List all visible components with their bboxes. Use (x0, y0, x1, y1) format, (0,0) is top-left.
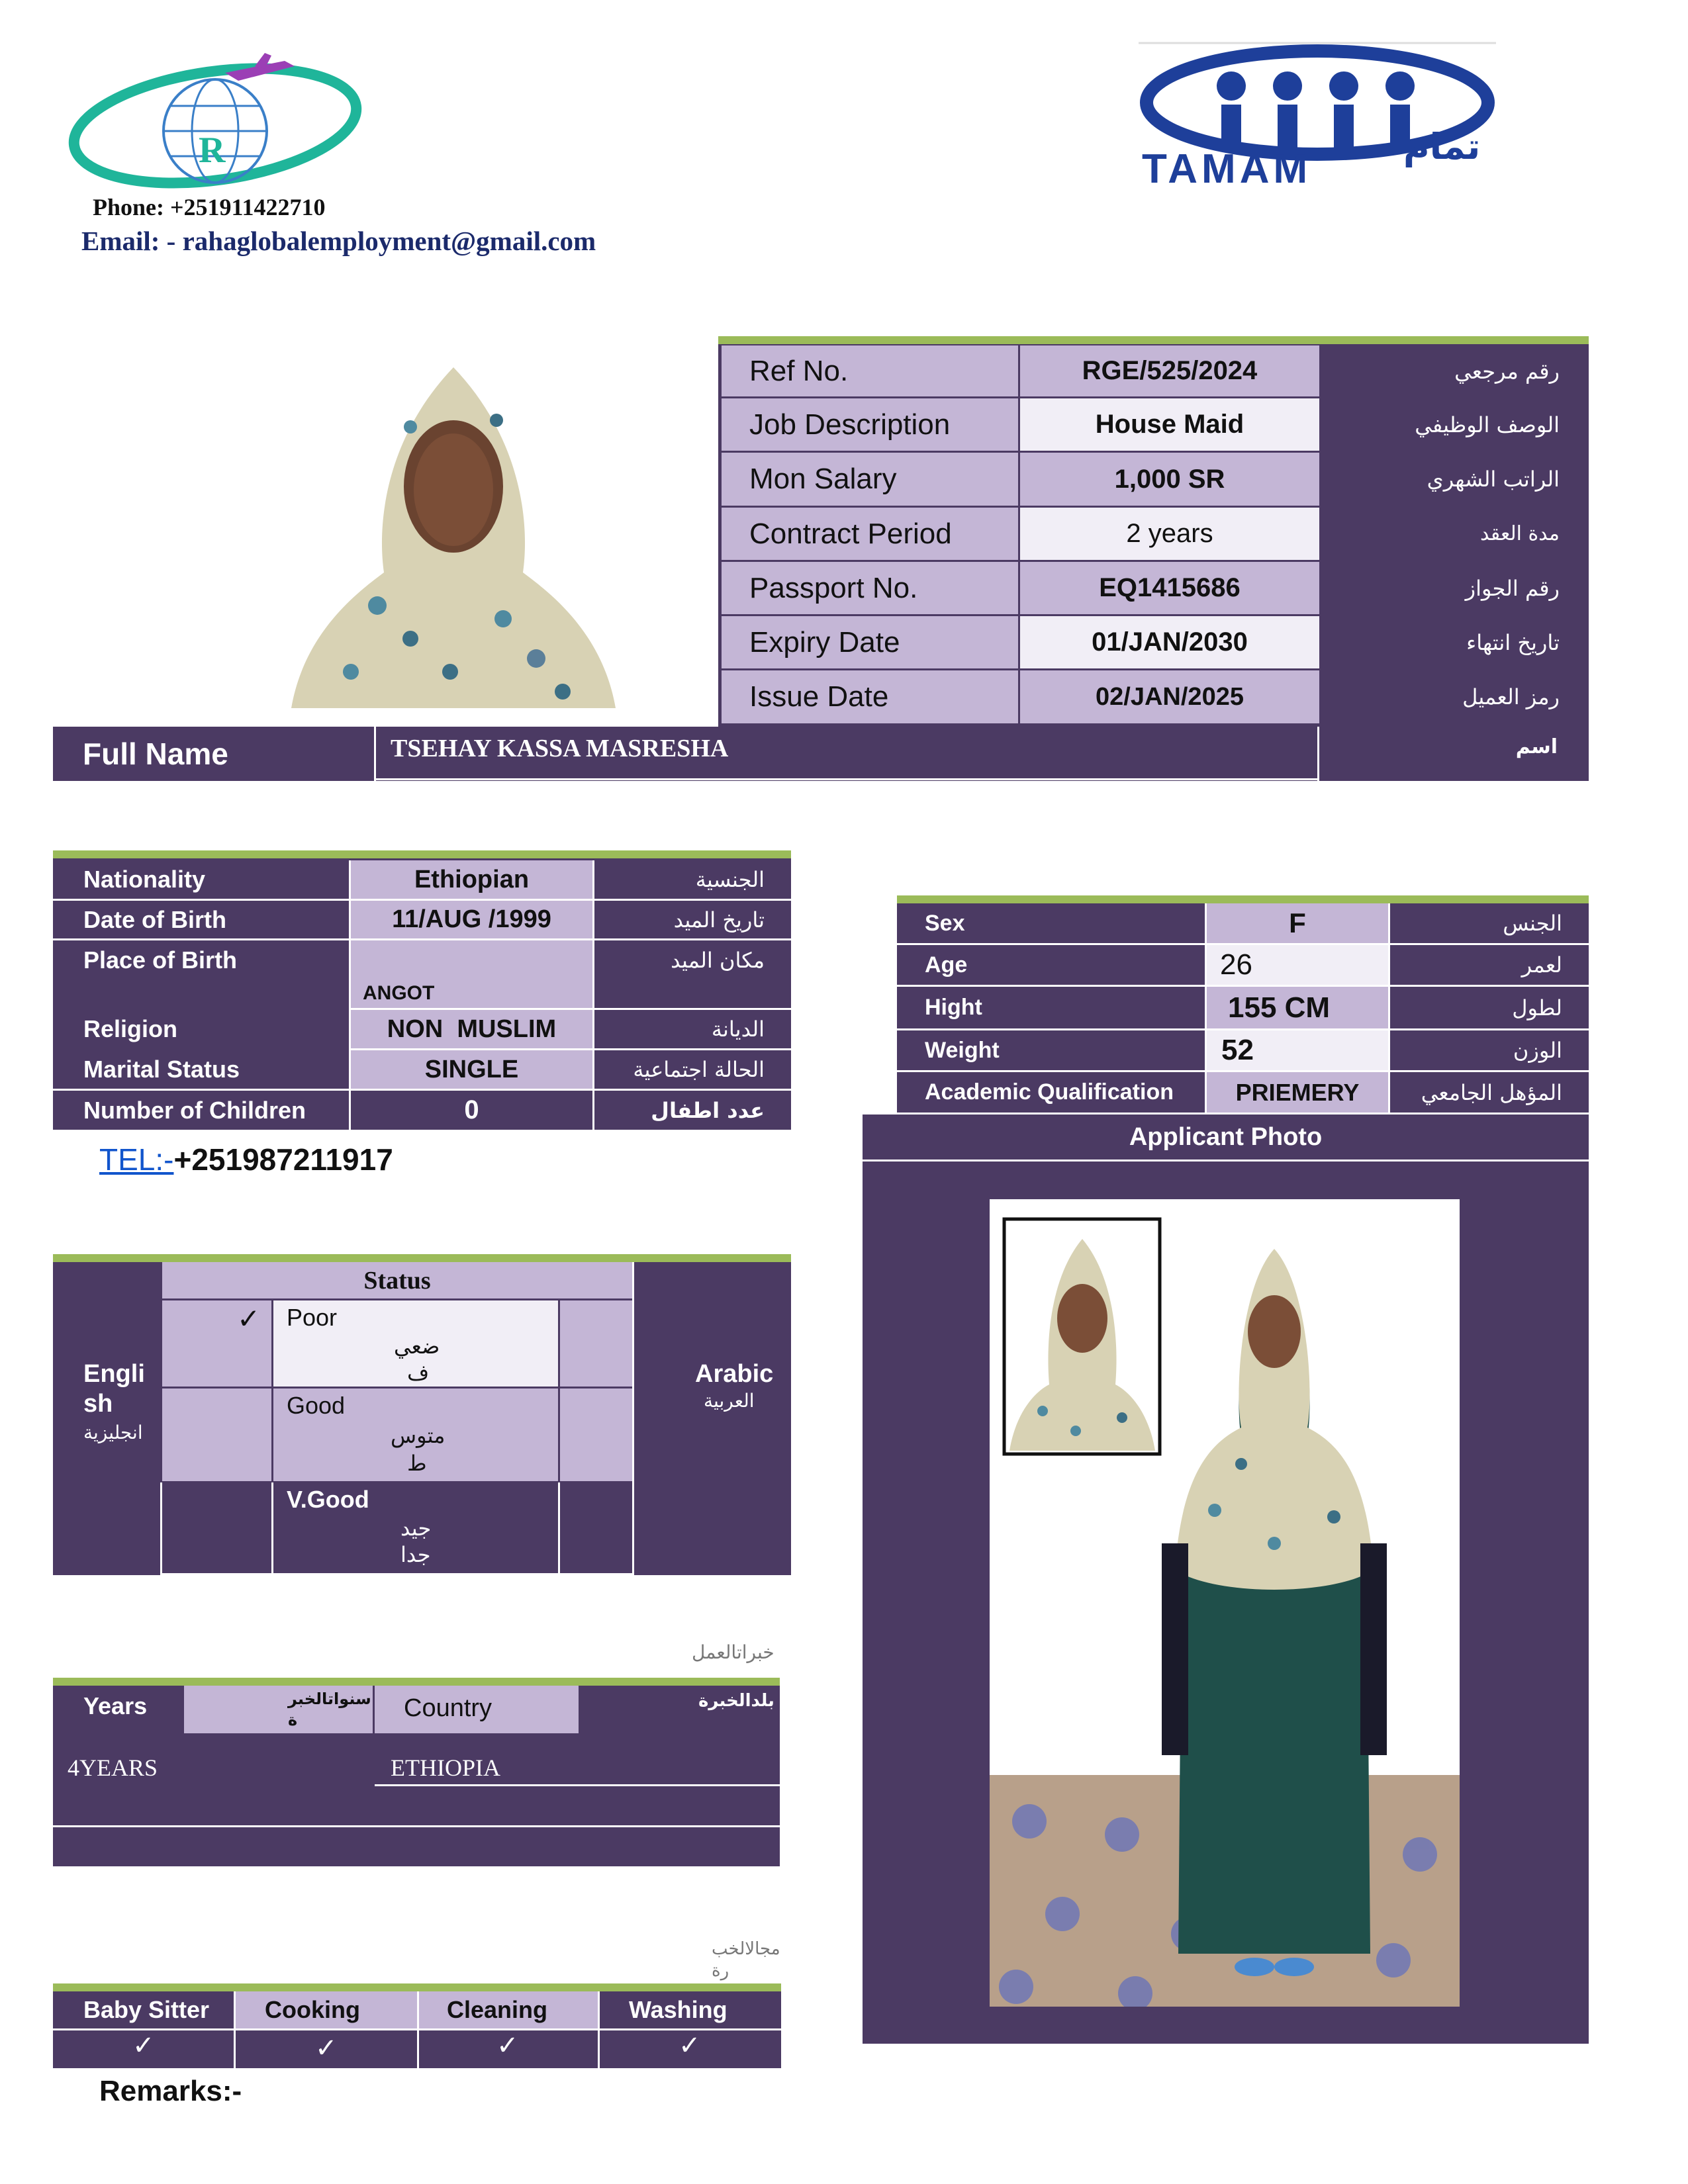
country-label: Country (404, 1694, 492, 1722)
ref-label-cell (722, 398, 1018, 451)
poor-arabic-check-cell (560, 1300, 632, 1387)
vgood-arabic-2: جدا (400, 1542, 431, 1567)
skill-check-mark: ✓ (496, 2030, 519, 2061)
academic-value: PRIEMERY (1207, 1072, 1388, 1113)
ref-no-value: RGE/525/2024 (1082, 356, 1258, 385)
good-check-cell (162, 1388, 271, 1481)
nationality-value: Ethiopian (414, 865, 530, 893)
job-description-label: Job Description (749, 408, 951, 441)
skill-check-mark: ✓ (132, 2030, 155, 2061)
children-label: Number of Children (83, 1096, 306, 1124)
ref-arabic-cell (1321, 398, 1586, 451)
weight-arabic: الوزن (1513, 1038, 1562, 1063)
skills-col-divider (417, 1991, 419, 2068)
poor-arabic-2: ف (407, 1360, 430, 1385)
contract-period-label: Contract Period (749, 517, 952, 550)
ref-label-cell (722, 562, 1018, 614)
years-label: Years (83, 1692, 148, 1719)
issue-arabic: رمز العميل (1462, 684, 1560, 709)
lang-col-divider (271, 1482, 273, 1575)
height-arabic: لطول (1512, 995, 1562, 1021)
age-value: 26 (1207, 945, 1388, 985)
skill-label: Baby Sitter (83, 1996, 210, 2023)
tel-line (99, 1142, 393, 1177)
poor-label: Poor (287, 1304, 338, 1331)
job-description-arabic: الوصف الوظيفي (1415, 412, 1560, 437)
personal-row-divider (53, 1130, 791, 1132)
dob-arabic: تاريخ الميد (673, 907, 765, 933)
applicant-full-photo (990, 1199, 1460, 2007)
vgood-label: V.Good (287, 1486, 369, 1513)
tel-number: +251987211917 (173, 1142, 393, 1177)
ref-value-cell (1020, 345, 1319, 396)
contract-period-value: 2 years (1126, 519, 1213, 548)
tel-link[interactable]: TEL:- (99, 1142, 174, 1177)
full-name-underline (374, 778, 1317, 780)
pob-value: ANGOT (363, 982, 435, 1004)
weight-label: Weight (925, 1037, 1000, 1063)
height-label: Hight (925, 995, 982, 1020)
ref-value-cell (1020, 398, 1319, 451)
full-name-label: Full Name (83, 737, 228, 771)
lang-col-divider (558, 1482, 560, 1575)
tamam-logo-arabic: تمام (1403, 126, 1481, 167)
religion-value: NON MUSLIM (387, 1015, 557, 1043)
skills-caption-1: مجالالخب (712, 1939, 780, 1959)
ref-value-cell (1020, 562, 1319, 614)
children-arabic: عدد اطفال (651, 1097, 765, 1123)
marital-value: SINGLE (424, 1055, 519, 1083)
raha-logo-letter: R (199, 130, 226, 171)
skill-label: Cleaning (447, 1996, 548, 2023)
poor-check-mark: ✓ (237, 1302, 261, 1335)
ref-label-cell (722, 453, 1018, 506)
status-header: Status (363, 1266, 431, 1295)
ref-value-cell (1020, 670, 1319, 723)
lang-row-divider (160, 1573, 634, 1575)
skills-caption-2: رة (712, 1961, 729, 1981)
salary-value: 1,000 SR (1114, 464, 1225, 494)
nationality-arabic: الجنسية (695, 867, 765, 892)
expiry-label: Expiry Date (749, 625, 900, 659)
religion-label: Religion (83, 1015, 177, 1042)
tamam-logo-text: TAMAM (1142, 146, 1312, 192)
years-arabic-1: سنواتالخبر (288, 1690, 371, 1708)
sex-value: F (1207, 903, 1388, 943)
skill-label: Washing (629, 1996, 727, 2023)
ref-no-label: Ref No. (749, 354, 849, 387)
poor-arabic-1: ضعي (394, 1334, 440, 1359)
good-arabic-check-cell (560, 1388, 632, 1481)
job-description-value: House Maid (1095, 410, 1244, 439)
age-arabic: لعمر (1521, 952, 1562, 978)
salary-arabic: الراتب الشهري (1427, 467, 1560, 492)
vgood-arabic-1: جيد (400, 1516, 432, 1541)
expiry-value: 01/JAN/2030 (1092, 627, 1248, 657)
ref-arabic-cell (1321, 453, 1586, 506)
passport-value: EQ1415686 (1099, 573, 1241, 602)
exp-row-divider (375, 1784, 780, 1786)
nationality-label: Nationality (83, 866, 206, 893)
issue-label: Issue Date (749, 680, 889, 713)
skills-col-divider (598, 1991, 600, 2068)
issue-value: 02/JAN/2025 (1096, 682, 1244, 711)
full-name-arabic: اسم (1515, 735, 1558, 758)
ref-no-arabic: رقم مرجعي (1454, 358, 1560, 384)
ref-label-cell (722, 616, 1018, 668)
ref-value-cell (1020, 508, 1319, 560)
ref-arabic-cell (1321, 508, 1586, 560)
marital-arabic: الحالة اجتماعية (633, 1057, 765, 1082)
english-label-2: sh (83, 1390, 113, 1418)
ref-label-cell (722, 508, 1018, 560)
contract-period-arabic: مدة العقد (1480, 522, 1560, 545)
country-value: ETHIOPIA (391, 1754, 500, 1781)
ref-arabic-cell (1321, 562, 1586, 614)
sex-label: Sex (925, 910, 965, 936)
email-text: Email: - rahaglobalemployment@gmail.com (81, 226, 596, 256)
expiry-arabic: تاريخ انتهاء (1466, 629, 1560, 655)
english-label-1: Engli (83, 1360, 145, 1388)
ref-value-cell (1020, 453, 1319, 506)
applicant-photo-label: Applicant Photo (1129, 1122, 1323, 1151)
years-value: 4YEARS (68, 1754, 158, 1781)
country-arabic: بلدالخبرة (698, 1691, 774, 1711)
good-label: Good (287, 1392, 346, 1419)
academic-label: Academic Qualification (925, 1079, 1174, 1105)
lang-col-divider (632, 1262, 634, 1575)
full-name-value: TSEHAY KASSA MASRESHA (391, 735, 729, 762)
phone-text: Phone: +251911422710 (93, 194, 326, 220)
skill-check-mark: ✓ (315, 2033, 338, 2064)
dob-value: 11/AUG /1999 (392, 905, 551, 933)
dob-label: Date of Birth (83, 905, 226, 933)
years-arabic-2: ة (288, 1711, 298, 1729)
exp-empty-row (53, 1828, 780, 1866)
passport-arabic: رقم الجواز (1465, 575, 1560, 601)
height-value: 155 CM (1207, 987, 1388, 1028)
children-value: 0 (464, 1095, 479, 1124)
lang-col-divider (160, 1482, 162, 1575)
skill-label: Cooking (265, 1996, 360, 2023)
arabic-label: Arabic (695, 1360, 774, 1388)
exp-row-divider (53, 1825, 780, 1827)
ref-arabic-cell (1321, 616, 1586, 668)
academic-arabic: المؤهل الجامعي (1421, 1079, 1562, 1105)
applicant-photo-divider (863, 1160, 1589, 1161)
ref-value-cell (1020, 616, 1319, 668)
skills-col-divider (234, 1991, 236, 2068)
salary-label: Mon Salary (749, 463, 897, 495)
religion-arabic: الديانة (711, 1017, 765, 1042)
sex-arabic: الجنس (1503, 911, 1562, 936)
english-arabic: انجليزية (83, 1422, 143, 1443)
ref-arabic-cell (1321, 345, 1586, 396)
good-arabic-1: متوس (391, 1423, 445, 1448)
ref-label-cell (722, 670, 1018, 723)
full-name-divider (374, 727, 376, 781)
passport-label: Passport No. (749, 571, 918, 604)
arabic-arabic: العربية (704, 1390, 755, 1412)
applicant-portrait (278, 354, 629, 708)
experience-caption: خبراتالعمل (692, 1641, 774, 1663)
marital-label: Marital Status (83, 1056, 240, 1083)
weight-value: 52 (1207, 1030, 1388, 1070)
skill-check-mark: ✓ (679, 2030, 701, 2061)
age-label: Age (925, 952, 968, 978)
pob-label: Place of Birth (83, 946, 238, 974)
pob-arabic: مكان الميد (671, 948, 765, 973)
ref-arabic-cell (1321, 670, 1586, 723)
good-arabic-2: ط (407, 1451, 427, 1476)
remarks-label: Remarks:- (99, 2075, 242, 2107)
ref-label-cell (722, 345, 1018, 396)
